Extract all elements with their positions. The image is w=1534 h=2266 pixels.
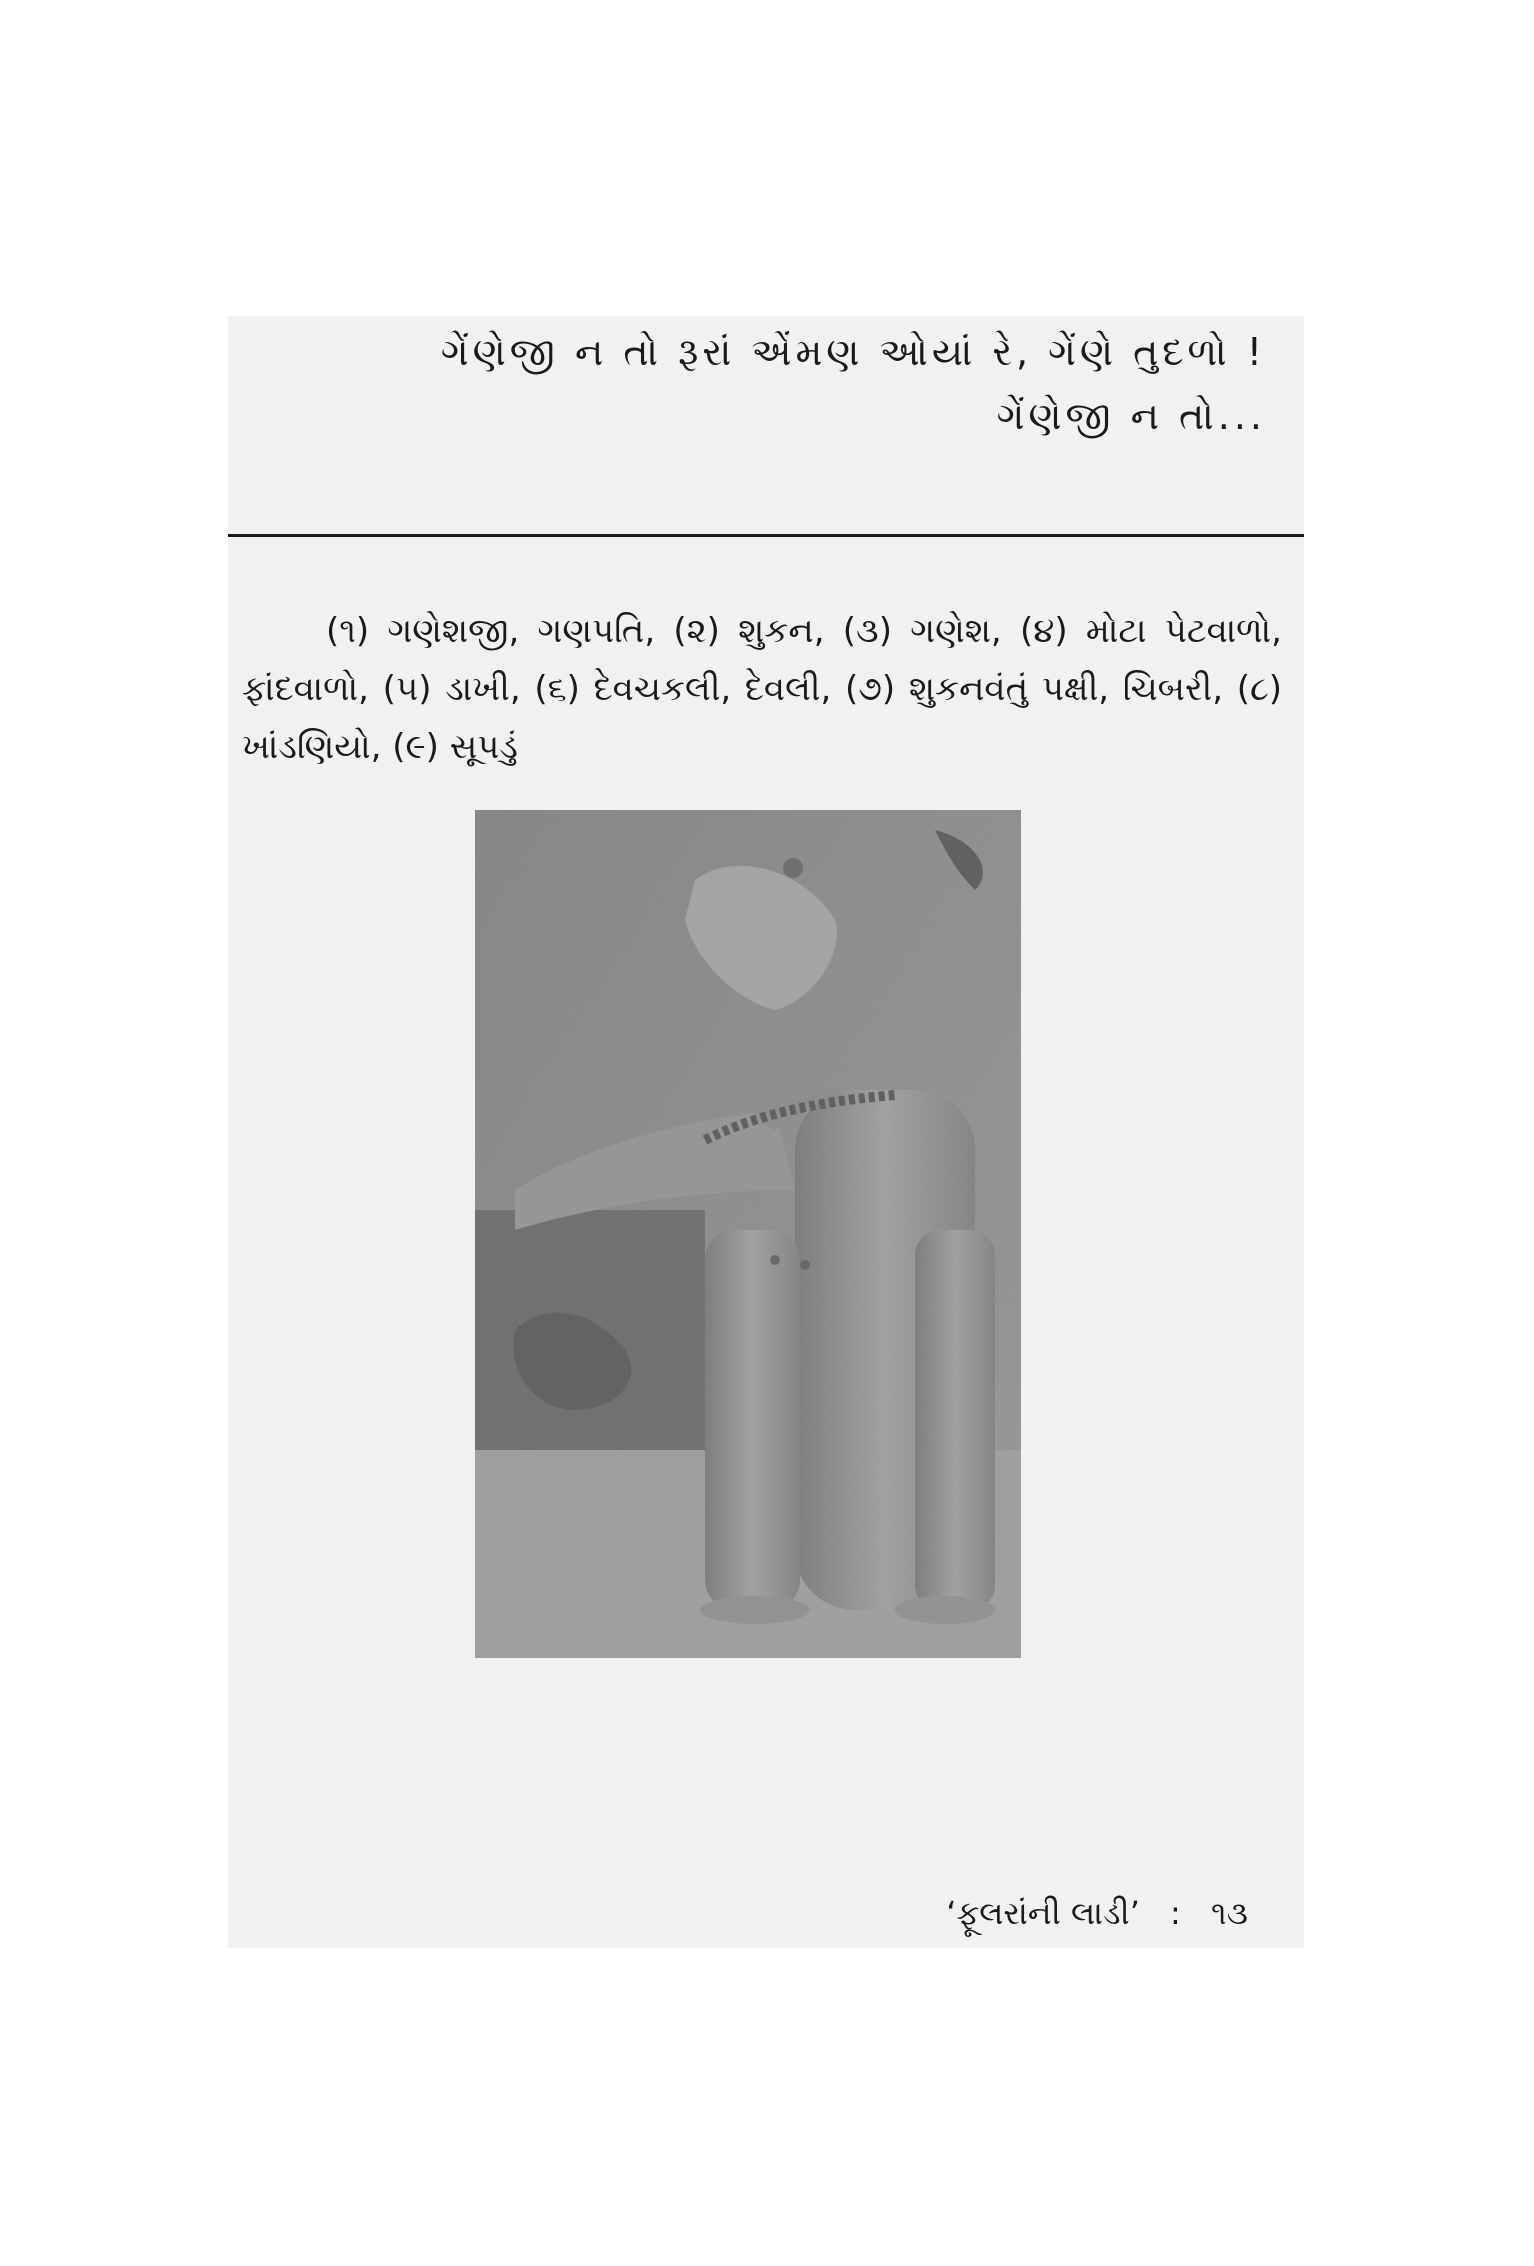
verse-block: [228, 316, 1304, 534]
page-footer: [946, 1894, 1248, 1933]
section-divider: [228, 534, 1304, 537]
ganesh-idol-photo: [475, 810, 1021, 1658]
footer-separator: :: [1170, 1894, 1181, 1932]
verse-line-1: ગેંણેજી ન તો રૂરાં એંમણ ઓયાં રે, ગેંણે તુદળો !: [440, 330, 1266, 374]
glossary-paragraph: (૧) ગણેશજી, ગણપતિ, (૨) શુકન, (૩) ગણેશ, (૪) મોટા પેટવાળો, ફાંદવાળો, (૫) ડાખી, (૬) દેવચકલી, દેવલી, (૭) શુકનવંતું પક્ષી, ચિબરી, (૮) ખાંડણિયો, (૯) સૂપડું: [242, 611, 1282, 767]
page-number: ૧૩: [1211, 1894, 1248, 1932]
book-page: [228, 316, 1304, 1948]
photo-illustration: [475, 810, 1021, 1658]
verse-line-2: ગેંણેજી ન તો...: [996, 394, 1266, 438]
book-title: ‘ફૂલરાંની લાડી’: [946, 1894, 1140, 1932]
